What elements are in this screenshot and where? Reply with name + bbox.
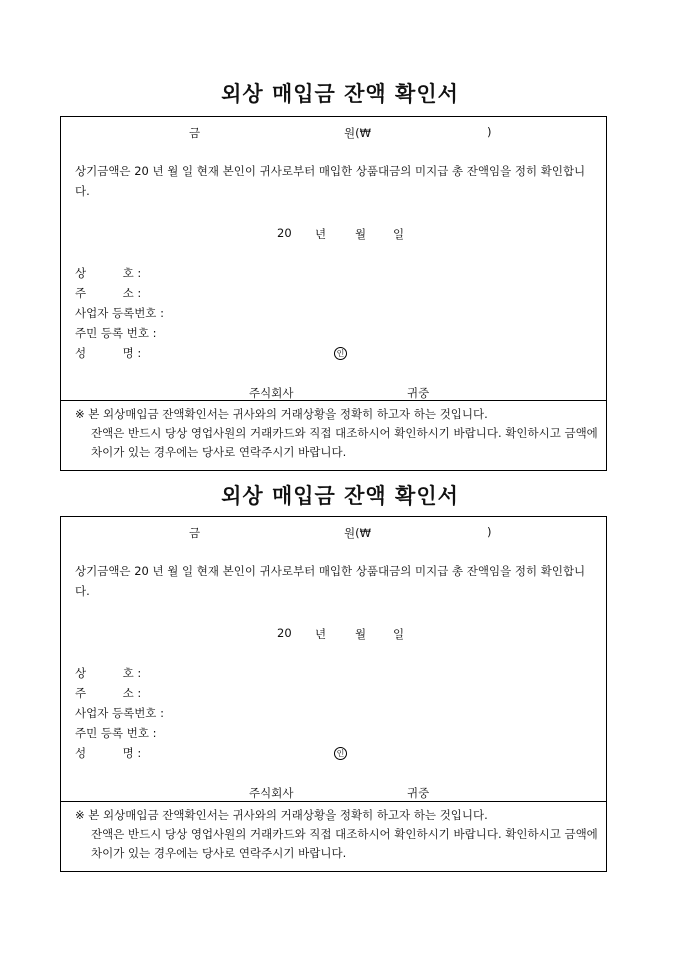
form-1-title: 외상 매입금 잔액 확인서	[221, 81, 459, 106]
recipient-suffix: 귀중	[407, 386, 430, 400]
business-number-label: 사업자 등록번호 :	[75, 306, 164, 320]
notice-line-1: ※ 본 외상매입금 잔액확인서는 귀사와의 거래상황을 정확히 하고자 하는 것입니다.	[75, 407, 488, 421]
statement-text: 상기금액은 20 년 월 일 현재 본인이 귀사로부터 매입한 상품대금의 미지급 총 잔액임을 정히 확인합니다.	[75, 164, 586, 198]
seal-mark: 인	[334, 747, 347, 760]
notice-line-1: ※ 본 외상매입금 잔액확인서는 귀사와의 거래상황을 정확히 하고자 하는 것입니다.	[75, 808, 488, 822]
seal-mark: 인	[334, 347, 347, 360]
name-label: 성 명 :	[75, 746, 142, 760]
resident-number-label: 주민 등록 번호 :	[75, 326, 157, 340]
notice-line-2: 잔액은 반드시 당상 영업사원의 거래카드와 직접 대조하시어 확인하시기 바랍니다. 확인하시고 금액에 차이가 있는 경우에는 당사로 연락주시기 바랍니다.	[91, 426, 598, 459]
date-year: 20	[277, 226, 292, 240]
amount-won: 원(₩	[344, 526, 371, 540]
amount-close: )	[487, 125, 492, 139]
business-number-label: 사업자 등록번호 :	[75, 706, 164, 720]
name-label: 성 명 :	[75, 346, 142, 360]
amount-close: )	[487, 525, 492, 539]
notice-box	[61, 400, 606, 470]
form-1-box	[60, 116, 607, 471]
address-label: 주 소 :	[75, 286, 142, 300]
date-month-unit: 월	[355, 627, 367, 641]
notice-line-2: 잔액은 반드시 당상 영업사원의 거래카드와 직접 대조하시어 확인하시기 바랍니다. 확인하시고 금액에 차이가 있는 경우에는 당사로 연락주시기 바랍니다.	[91, 827, 598, 860]
date-year-unit: 년	[315, 227, 327, 241]
company-label: 상 호 :	[75, 266, 142, 280]
amount-label: 금	[189, 126, 201, 140]
recipient-suffix: 귀중	[407, 786, 430, 800]
amount-won: 원(₩	[344, 126, 371, 140]
notice-box	[61, 801, 606, 871]
date-year-unit: 년	[315, 627, 327, 641]
date-day-unit: 일	[393, 627, 405, 641]
company-label: 상 호 :	[75, 666, 142, 680]
address-label: 주 소 :	[75, 686, 142, 700]
date-month-unit: 월	[355, 227, 367, 241]
form-2-box	[60, 516, 607, 872]
date-day-unit: 일	[393, 227, 405, 241]
statement-text: 상기금액은 20 년 월 일 현재 본인이 귀사로부터 매입한 상품대금의 미지급 총 잔액임을 정히 확인합니다.	[75, 564, 586, 598]
amount-label: 금	[189, 526, 201, 540]
recipient-company: 주식회사	[249, 386, 294, 400]
date-year: 20	[277, 626, 292, 640]
resident-number-label: 주민 등록 번호 :	[75, 726, 157, 740]
form-2-title: 외상 매입금 잔액 확인서	[221, 483, 459, 508]
recipient-company: 주식회사	[249, 786, 294, 800]
